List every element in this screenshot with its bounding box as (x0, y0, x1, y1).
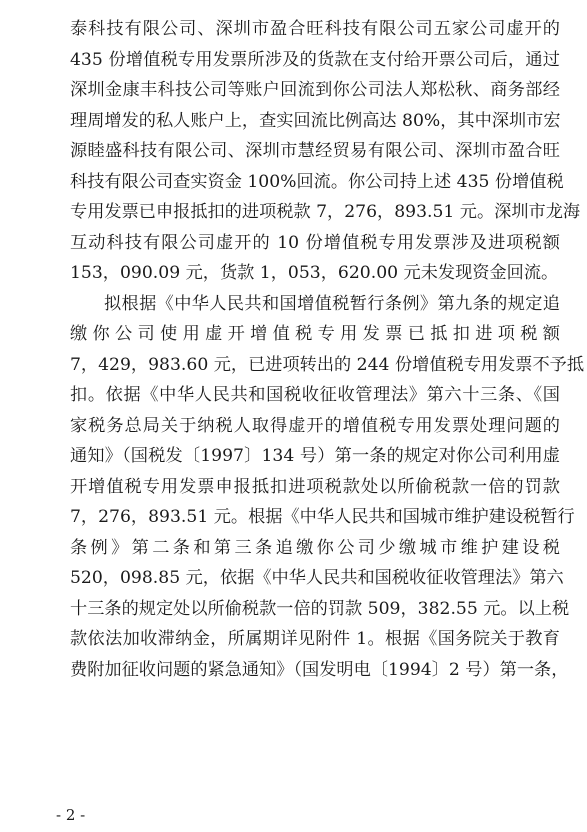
text-line: 源睦盛科技有限公司、深圳市慧经贸易有限公司、深圳市盈合旺 (70, 141, 560, 161)
text-line: 费附加征收问题的紧急通知》（国发明电〔1994〕2 号）第一条， (70, 659, 569, 680)
text-line: 通知》（国税发〔1997〕134 号）第一条的规定对你公司利用虚 (70, 446, 560, 466)
text-line: 款依法加收滞纳金，所属期详见附件 1。根据《国务院关于教育 (70, 629, 560, 649)
text-line: 深圳金康丰科技公司等账户回流到你公司法人郑松秋、商务部经 (70, 80, 560, 100)
text-line: 泰科技有限公司、深圳市盈合旺科技有限公司五家公司虚开的 (70, 19, 560, 39)
text-line: 开增值税专用发票申报抵扣进项税款处以所偷税款一倍的罚款 (70, 476, 560, 497)
document-body (70, 14, 585, 685)
text-line: 7，429，983.60 元，已进项转出的 244 份增值税专用发票不予抵 (70, 354, 585, 375)
text-line: 435 份增值税专用发票所涉及的货款在支付给开票公司后，通过 (70, 49, 560, 70)
text-line: 十三条的规定处以所偷税款一倍的罚款 509，382.55 元。以上税 (70, 598, 570, 619)
page-number: - 2 - (56, 806, 86, 824)
text-line: 专用发票已申报抵扣的进项税款 7，276，893.51 元。深圳市龙海 (70, 202, 581, 222)
text-line: 家税务总局关于纳税人取得虚开的增值税专用发票处理问题的 (70, 415, 560, 436)
text-line: 缴你公司使用虚开增值税专用发票已抵扣进项税额 (70, 324, 560, 344)
text-line: 科技有限公司查实资金 100%回流。你公司持上述 435 份增值税 (70, 171, 564, 192)
text-line: 拟根据《中华人民共和国增值税暂行条例》第九条的规定追 (104, 293, 560, 314)
text-line: 520，098.85 元，依据《中华人民共和国税收征收管理法》第六 (70, 568, 564, 588)
text-line: 互动科技有限公司虚开的 10 份增值税专用发票涉及进项税额 (70, 232, 560, 253)
text-line: 153，090.09 元，货款 1，053，620.00 元未发现资金回流。 (70, 263, 559, 283)
text-line: 理周增发的私人账户上，查实回流比例高达 80%，其中深圳市宏 (70, 110, 561, 131)
text-line: 7，276，893.51 元。根据《中华人民共和国城市维护建设税暂行 (70, 507, 575, 527)
text-line: 条例》第二条和第三条追缴你公司少缴城市维护建设税 (70, 537, 560, 558)
text-line: 扣。依据《中华人民共和国税收征收管理法》第六十三条、《国 (70, 385, 560, 405)
